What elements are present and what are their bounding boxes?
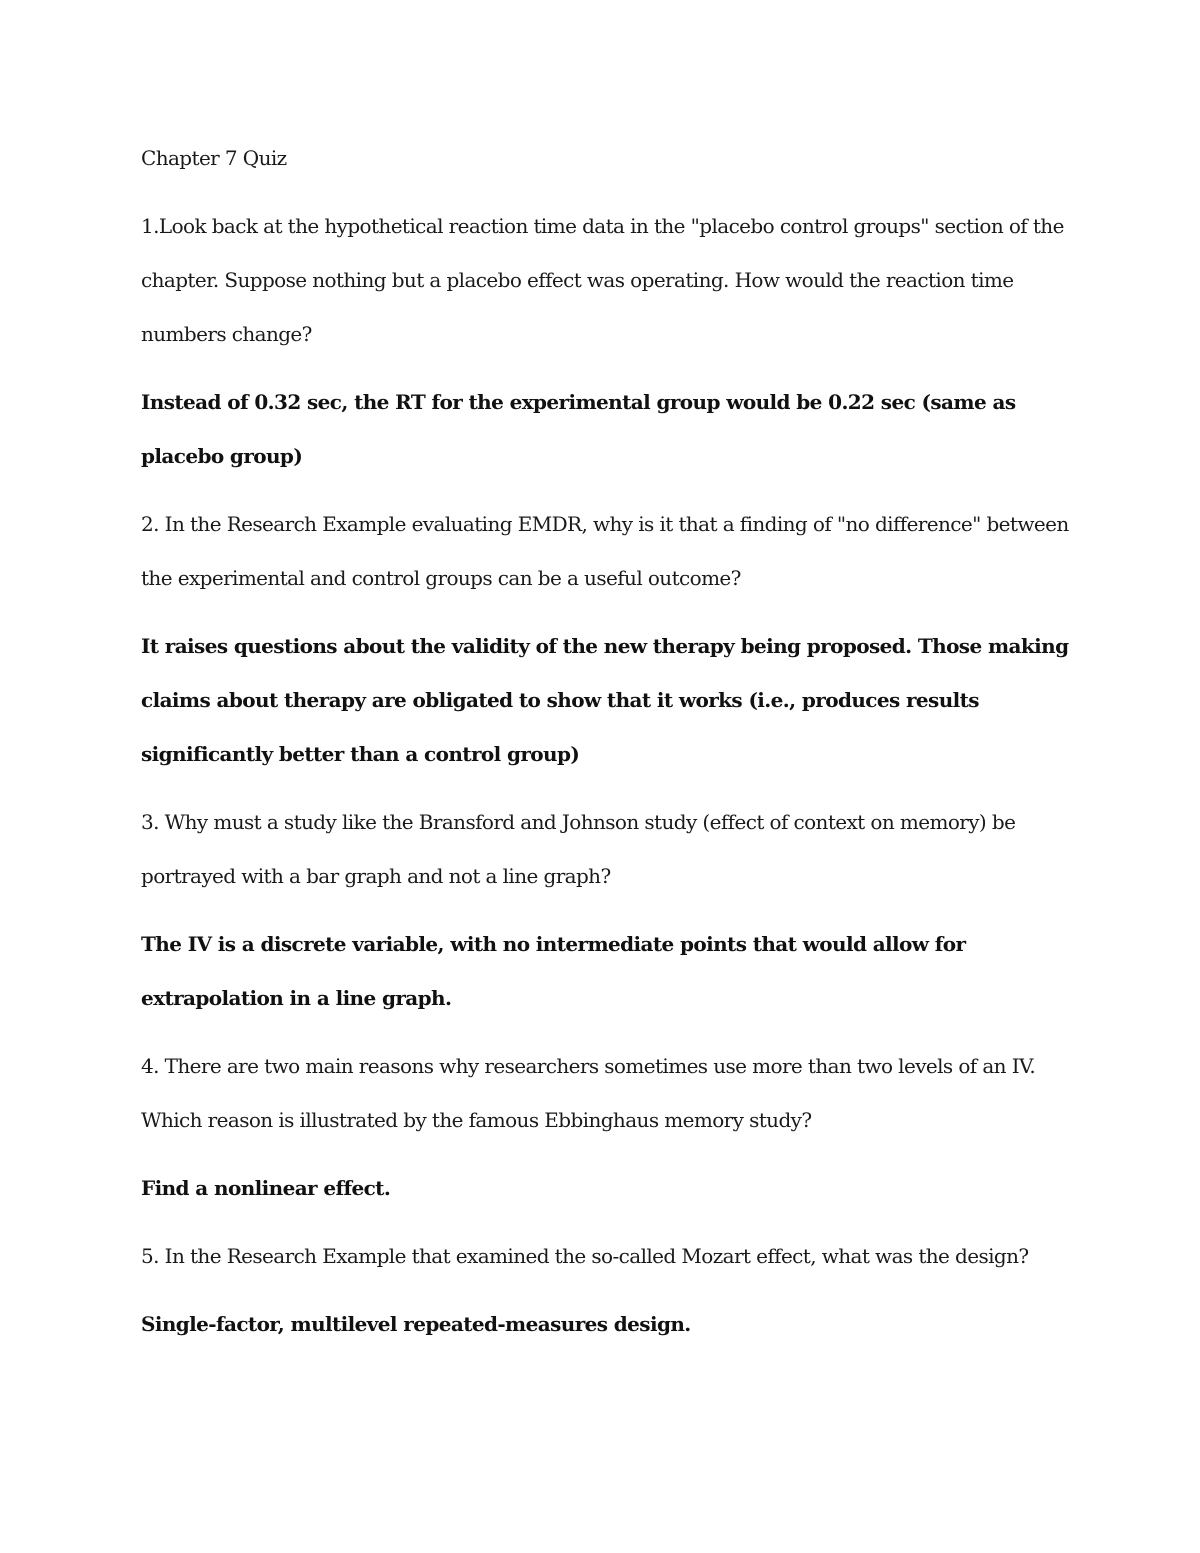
document-body — [141, 131, 1071, 1365]
answer-4: Find a nonlinear effect. — [141, 1176, 391, 1200]
answer-5: Single-factor, multilevel repeated-measures design. — [141, 1312, 691, 1336]
answer-3: The IV is a discrete variable, with no intermediate points that would allow for extrapolation in a line graph. — [141, 932, 966, 1010]
question-3: 3. Why must a study like the Bransford and Johnson study (effect of context on memory) be portrayed with a bar graph and not a line graph? — [141, 810, 1016, 888]
document-title: Chapter 7 Quiz — [141, 146, 287, 170]
question-2: 2. In the Research Example evaluating EMDR, why is it that a finding of "no difference" between the experimental and control groups can be a useful outcome? — [141, 512, 1069, 590]
question-4: 4. There are two main reasons why researchers sometimes use more than two levels of an IV. Which reason is illustrated by the famous Ebbinghaus memory study? — [141, 1054, 1036, 1132]
answer-1: Instead of 0.32 sec, the RT for the experimental group would be 0.22 sec (same as placebo group) — [141, 390, 1016, 468]
answer-2: It raises questions about the validity of the new therapy being proposed. Those making claims about therapy are obligated to show that it works (i.e., produces results significantly better than a control group) — [141, 634, 1069, 766]
question-5: 5. In the Research Example that examined the so-called Mozart effect, what was the design? — [141, 1244, 1029, 1268]
question-1: 1.Look back at the hypothetical reaction time data in the "placebo control groups" section of the chapter. Suppose nothing but a placebo effect was operating. How would the reaction time numbers change? — [141, 214, 1064, 346]
